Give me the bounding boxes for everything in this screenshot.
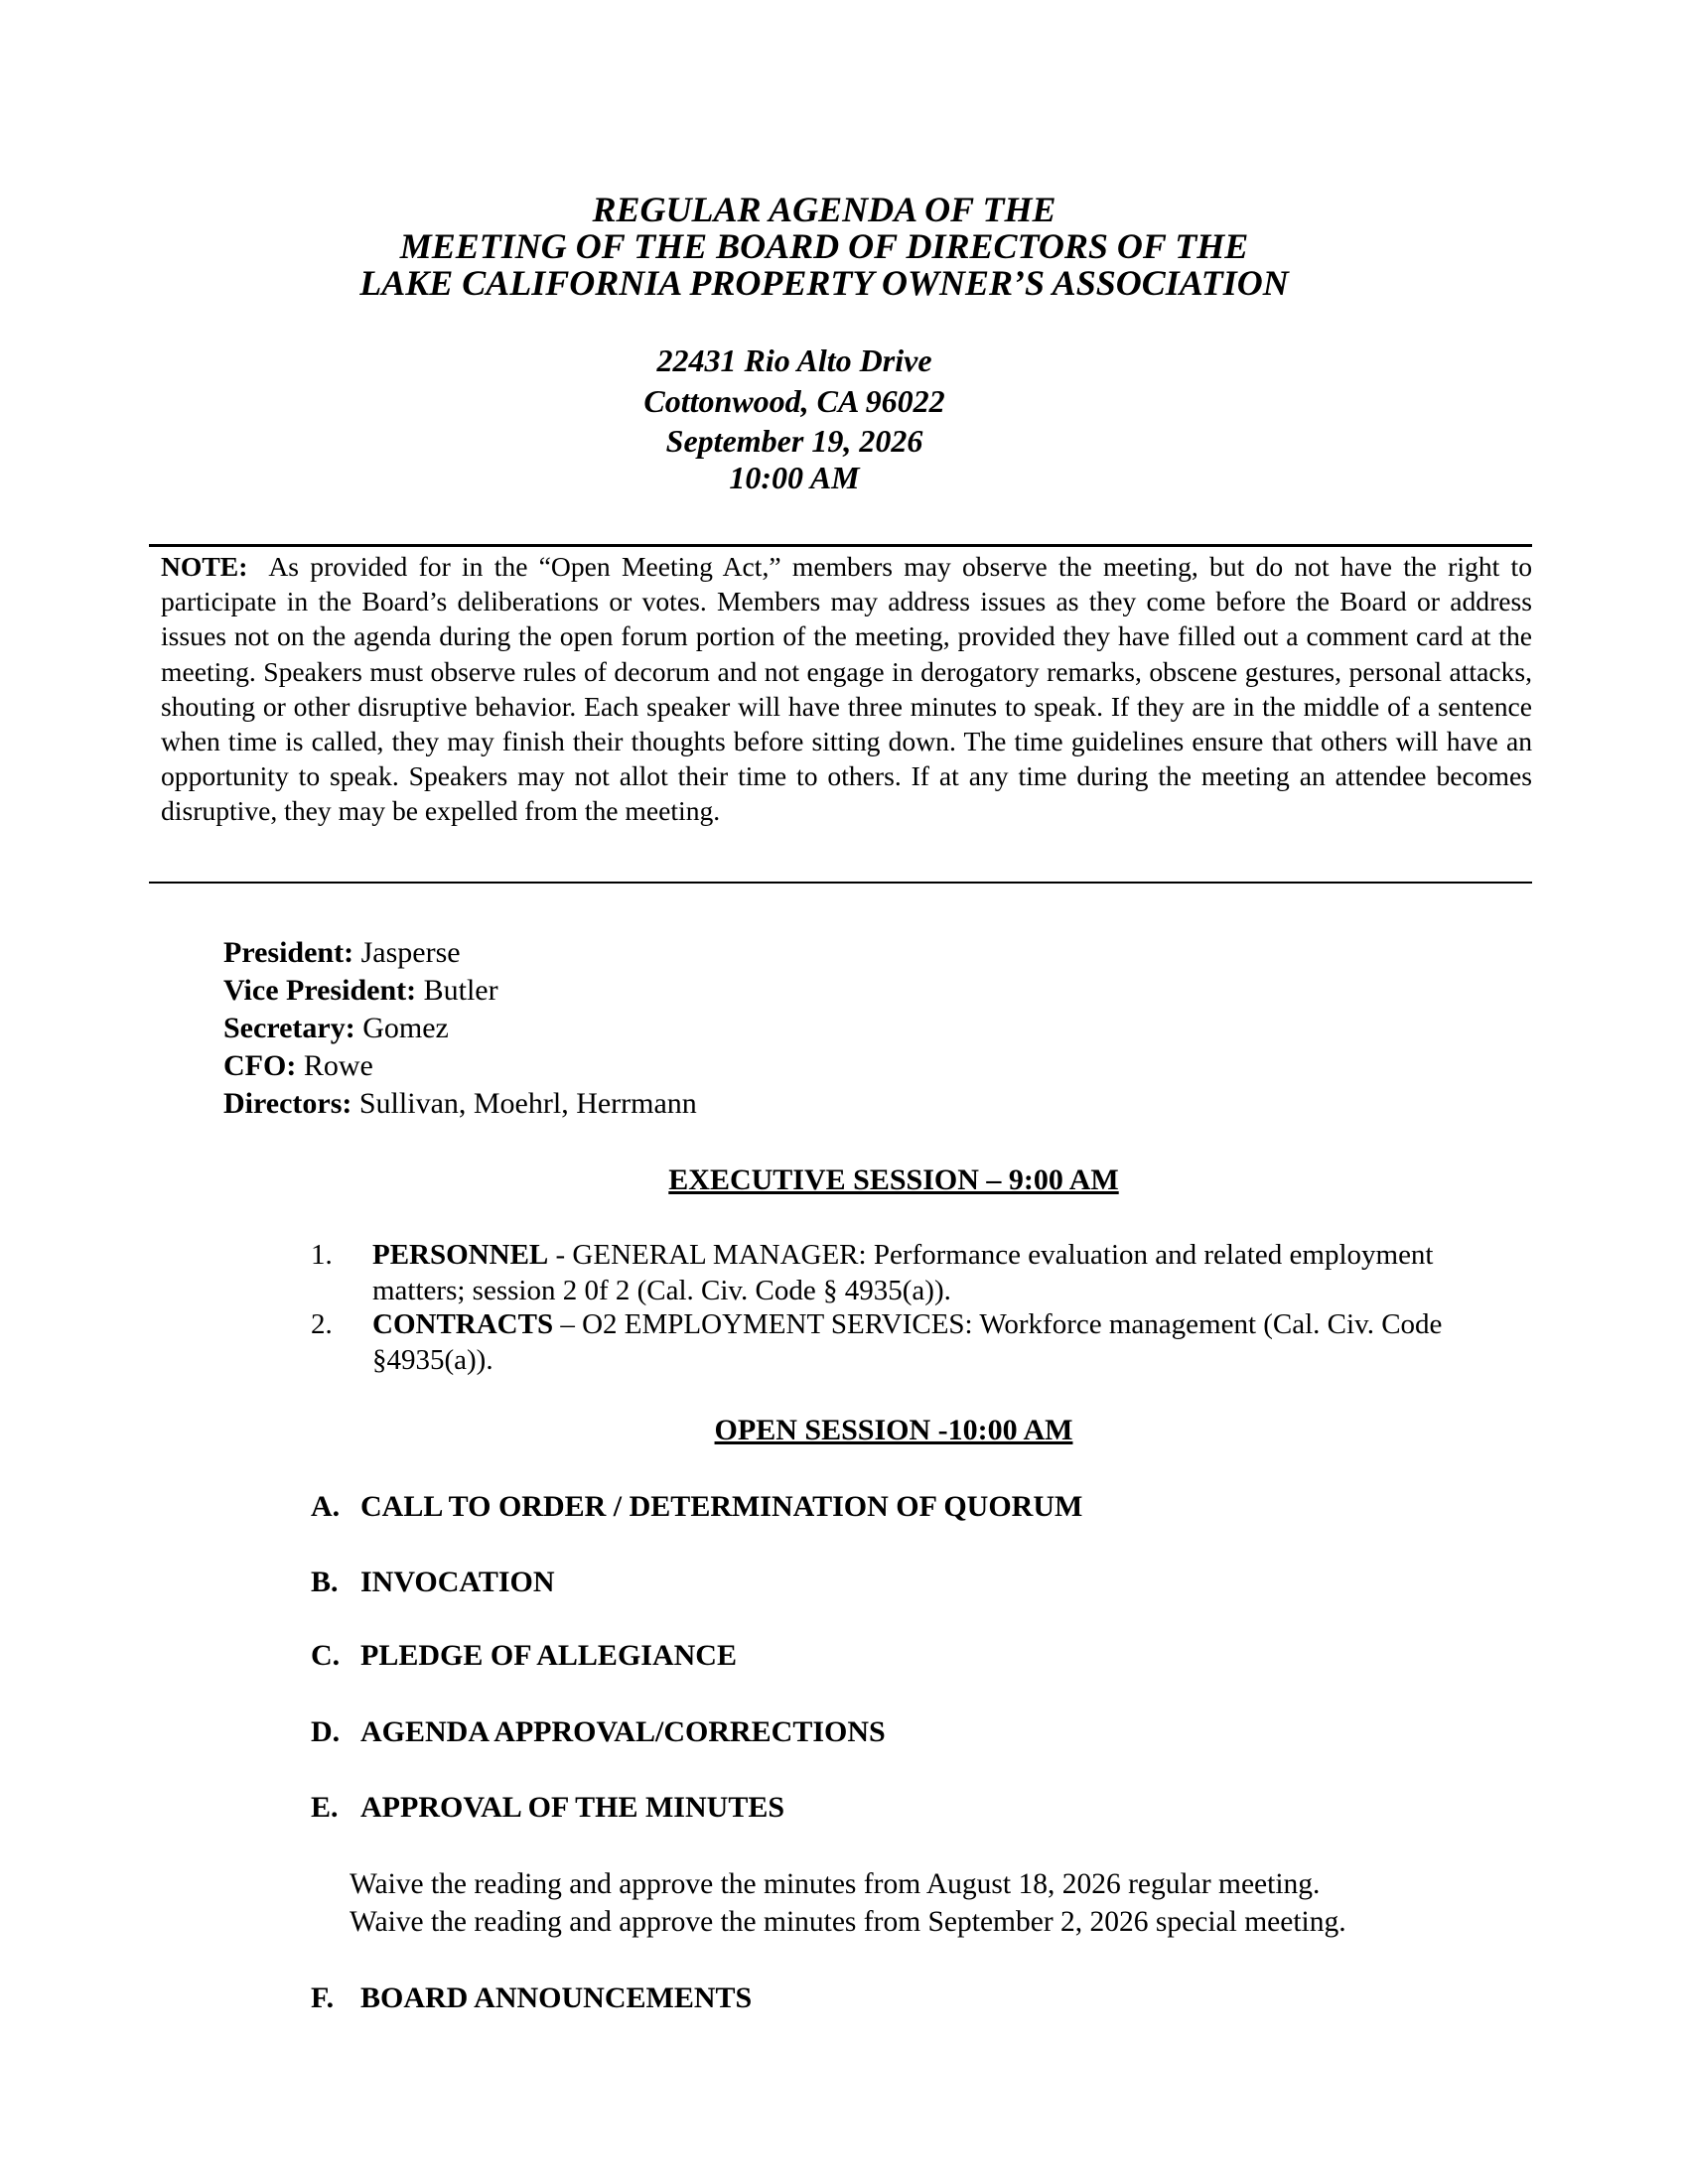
exec-item-number: 1. (311, 1239, 333, 1271)
officer-directors (223, 1085, 697, 1123)
officer-role: CFO: (223, 1049, 297, 1082)
note-top-rule (149, 544, 1532, 547)
officer-secretary (223, 1010, 449, 1047)
officer-president (223, 934, 461, 972)
officer-role: Secretary: (223, 1012, 355, 1044)
note-label: NOTE: (161, 551, 248, 582)
agenda-item-board-announcements: BOARD ANNOUNCEMENTS (360, 1981, 753, 2014)
officer-vice-president (223, 972, 498, 1010)
note-bottom-rule (149, 882, 1532, 884)
exec-item-label: CONTRACTS (372, 1308, 554, 1340)
officer-role: President: (223, 936, 354, 969)
exec-item-personnel (372, 1237, 1524, 1308)
exec-item-contracts (372, 1306, 1524, 1378)
agenda-item-letter: C. (311, 1639, 341, 1672)
open-session-heading: OPEN SESSION -10:00 AM (714, 1414, 1073, 1446)
agenda-item-invocation: INVOCATION (360, 1566, 555, 1598)
agenda-item-letter: B. (311, 1566, 339, 1598)
officer-name: Rowe (303, 1049, 373, 1082)
meeting-time: 10:00 AM (729, 460, 860, 495)
meeting-date: September 19, 2026 (665, 423, 923, 459)
minutes-item-special: Waive the reading and approve the minutes from September 2, 2026 special meeting. (350, 1906, 1346, 1938)
note-text: As provided for in the “Open Meeting Act,” members may observe the meeting, but do not have the right to participate in the Board’s deliberations or votes. Members may address issues as they come before the Board or address issues not on the agenda during the open forum portion of the meeting, provided they have filled out a comment card at the meeting. Speakers must observe rules of decorum and not engage in derogatory remarks, obscene gestures, personal attacks, shouting or other disruptive behavior. Each speaker will have three minutes to speak. If they are in the middle of a sentence when time is called, they may finish their thoughts before sitting down. The time guidelines ensure that others will have an opportunity to speak. Speakers may not allot their time to others. If at any time during the meeting an attendee becomes disruptive, they may be expelled from the meeting. (161, 551, 1532, 827)
exec-item-number: 2. (311, 1308, 333, 1340)
meeting-address-city: Cottonwood, CA 96022 (643, 383, 945, 419)
agenda-item-letter: A. (311, 1490, 341, 1523)
exec-item-description: - GENERAL MANAGER: Performance evaluation and related employment matters; session 2 0f 2 (Cal. Civ. Code § 4935(a)). (372, 1239, 1434, 1306)
agenda-item-letter: E. (311, 1791, 339, 1824)
agenda-item-agenda-approval: AGENDA APPROVAL/CORRECTIONS (360, 1715, 886, 1748)
minutes-item-regular: Waive the reading and approve the minutes from August 18, 2026 regular meeting. (350, 1868, 1321, 1900)
agenda-item-letter: F. (311, 1981, 335, 2014)
open-meeting-note (161, 549, 1532, 829)
agenda-title-line-2: MEETING OF THE BOARD OF DIRECTORS OF THE (399, 226, 1249, 266)
officer-name: Sullivan, Moehrl, Herrmann (358, 1087, 697, 1120)
agenda-title-line-1: REGULAR AGENDA OF THE (592, 190, 1056, 229)
officer-name: Gomez (362, 1012, 449, 1044)
officer-name: Jasperse (360, 936, 461, 969)
meeting-address-street: 22431 Rio Alto Drive (656, 342, 932, 378)
exec-item-label: PERSONNEL (372, 1239, 549, 1271)
executive-session-heading: EXECUTIVE SESSION – 9:00 AM (668, 1163, 1119, 1196)
agenda-item-letter: D. (311, 1715, 341, 1748)
officer-role: Directors: (223, 1087, 352, 1120)
agenda-title-line-3: LAKE CALIFORNIA PROPERTY OWNER’S ASSOCIATION (359, 263, 1289, 303)
agenda-item-pledge: PLEDGE OF ALLEGIANCE (360, 1639, 737, 1672)
officer-cfo (223, 1047, 373, 1085)
officer-role: Vice President: (223, 974, 417, 1007)
officer-name: Butler (423, 974, 498, 1007)
agenda-item-call-to-order: CALL TO ORDER / DETERMINATION OF QUORUM (360, 1490, 1083, 1523)
exec-item-description: – O2 EMPLOYMENT SERVICES: Workforce management (Cal. Civ. Code §4935(a)). (372, 1308, 1443, 1376)
agenda-item-approval-of-minutes: APPROVAL OF THE MINUTES (360, 1791, 785, 1824)
